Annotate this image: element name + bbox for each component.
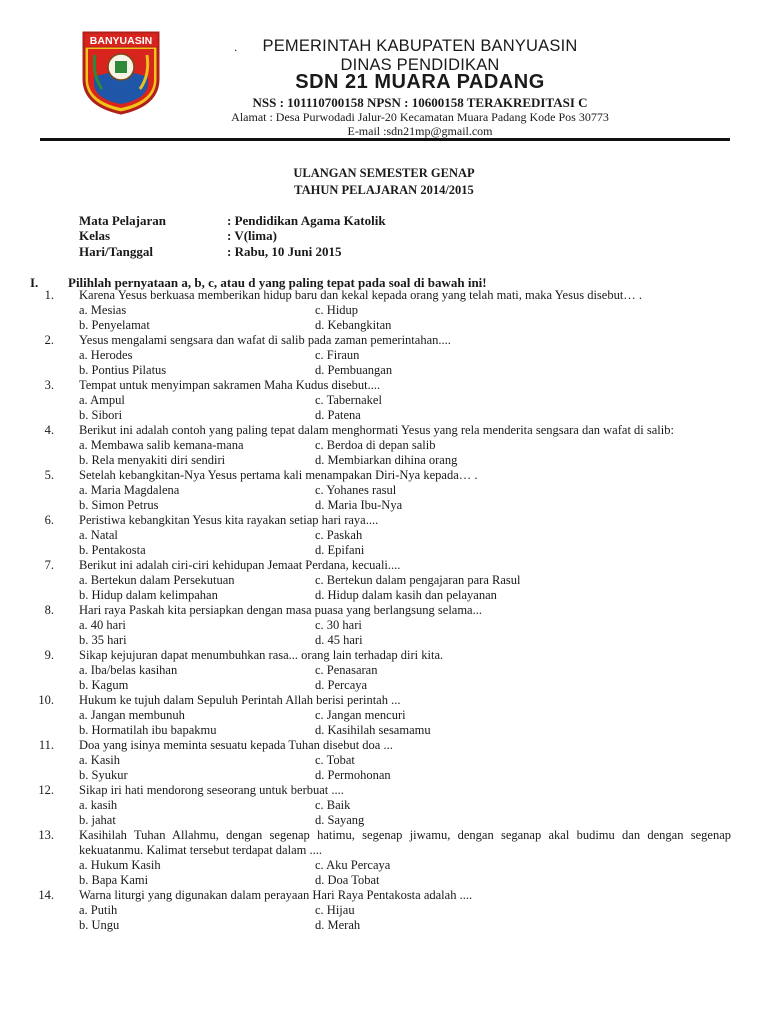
option-b: b. Pentakosta: [79, 543, 146, 557]
question-number: 12.: [38, 783, 54, 797]
answer-options: [0, 708, 768, 738]
option-c: c. Hijau: [315, 903, 355, 917]
question-text: Warna liturgi yang digunakan dalam perayaan Hari Raya Pentakosta adalah ....: [79, 888, 473, 902]
answer-options: [0, 618, 768, 648]
question-number: 1.: [44, 288, 54, 302]
option-a: a. kasih: [79, 798, 118, 812]
answer-options: [0, 858, 768, 888]
option-a: a. Bertekun dalam Persekutuan: [79, 573, 235, 587]
regency-logo: [80, 29, 162, 115]
option-a: a. Maria Magdalena: [79, 483, 180, 497]
option-b: b. Pontius Pilatus: [79, 363, 167, 377]
question-item: [0, 648, 768, 693]
answer-options: [0, 798, 768, 828]
question-text: Kasihilah Tuhan Allahmu, dengan segenap hatimu, segenap jiwamu, dengan seganap akal budimu dan dengan segenap kekuatanmu. Kalimat tersebut terdapat dalam ....: [79, 828, 731, 857]
option-d: d. Permohonan: [315, 768, 391, 782]
info-value-class: : V(lima): [227, 228, 277, 243]
option-c: c. Berdoa di depan salib: [315, 438, 436, 452]
option-c: c. Paskah: [315, 528, 363, 542]
option-c: c. Yohanes rasul: [315, 483, 397, 497]
question-number: 13.: [38, 828, 54, 842]
option-a: a. Mesias: [79, 303, 127, 317]
school-email: E-mail :sdn21mp@gmail.com: [347, 124, 493, 138]
option-d: d. Epifani: [315, 543, 365, 557]
option-a: a. Ampul: [79, 393, 125, 407]
option-c: c. Jangan mencuri: [315, 708, 406, 722]
option-a: a. Membawa salib kemana-mana: [79, 438, 244, 452]
answer-options: [0, 753, 768, 783]
question-text: Hukum ke tujuh dalam Sepuluh Perintah Allah berisi perintah ...: [79, 693, 401, 707]
option-d: d. Patena: [315, 408, 361, 422]
option-b: b. Syukur: [79, 768, 128, 782]
question-number: 14.: [38, 888, 54, 902]
option-c: c. Tobat: [315, 753, 355, 767]
question-item: [0, 288, 768, 333]
school-name: SDN 21 MUARA PADANG: [295, 71, 545, 93]
answer-options: [0, 573, 768, 603]
option-b: b. Hormatilah ibu bapakmu: [79, 723, 217, 737]
option-b: b. Rela menyakiti diri sendiri: [79, 453, 226, 467]
option-b: b. Kagum: [79, 678, 129, 692]
option-b: b. Ungu: [79, 918, 120, 932]
option-c: c. Firaun: [315, 348, 360, 362]
option-a: a. Herodes: [79, 348, 133, 362]
registration-info: NSS : 101110700158 NPSN : 10600158 TERAKREDITASI C: [252, 95, 588, 110]
question-text: Berikut ini adalah contoh yang paling tepat dalam menghormati Yesus yang rela menderita sengsara dan wafat di salib:: [79, 423, 674, 437]
option-b: b. Penyelamat: [79, 318, 150, 332]
question-text: Setelah kebangkitan-Nya Yesus pertama kali menampakan Diri-Nya kepada… .: [79, 468, 478, 482]
option-a: a. Jangan membunuh: [79, 708, 185, 722]
exam-year: TAHUN PELAJARAN 2014/2015: [294, 183, 474, 197]
exam-title: ULANGAN SEMESTER GENAP: [293, 166, 475, 180]
info-label-date: Hari/Tanggal: [79, 244, 153, 259]
answer-options: [0, 348, 768, 378]
government-name: PEMERINTAH KABUPATEN BANYUASIN: [262, 37, 578, 55]
info-label-class: Kelas: [79, 228, 111, 243]
option-b: b. Simon Petrus: [79, 498, 159, 512]
question-text: Peristiwa kebangkitan Yesus kita rayakan setiap hari raya....: [79, 513, 379, 527]
question-number: 7.: [44, 558, 54, 572]
answer-options: [0, 393, 768, 423]
question-number: 9.: [44, 648, 54, 662]
option-c: c. Baik: [315, 798, 351, 812]
question-text: Hari raya Paskah kita persiapkan dengan masa puasa yang berlangsung selama...: [79, 603, 482, 617]
question-text: Yesus mengalami sengsara dan wafat di salib pada zaman pemerintahan....: [79, 333, 451, 347]
option-c: c. Tabernakel: [315, 393, 382, 407]
option-d: d. Percaya: [315, 678, 368, 692]
section-instruction: Pilihlah pernyataan a, b, c, atau d yang paling tepat pada soal di bawah ini!: [68, 275, 487, 290]
option-b: b. Bapa Kami: [79, 873, 149, 887]
info-value-subject: : Pendidikan Agama Katolik: [227, 213, 386, 228]
option-a: a. Iba/belas kasihan: [79, 663, 178, 677]
answer-options: [0, 663, 768, 693]
option-c: c. Penasaran: [315, 663, 378, 677]
section-number: I.: [30, 275, 39, 290]
question-number: 8.: [44, 603, 54, 617]
question-number: 10.: [38, 693, 54, 707]
answer-options: [0, 528, 768, 558]
option-d: d. Hidup dalam kasih dan pelayanan: [315, 588, 497, 602]
question-item: [0, 513, 768, 558]
question-item: [0, 423, 768, 468]
option-c: c. 30 hari: [315, 618, 362, 632]
question-item: [0, 828, 768, 888]
question-text: Sikap kejujuran dapat menumbuhkan rasa... orang lain terhadap diri kita.: [79, 648, 444, 662]
option-b: b. 35 hari: [79, 633, 127, 647]
option-d: d. Merah: [315, 918, 361, 932]
question-item: [0, 738, 768, 783]
question-item: [0, 783, 768, 828]
option-d: d. Membiarkan dihina orang: [315, 453, 458, 467]
option-d: d. 45 hari: [315, 633, 363, 647]
option-a: a. Putih: [79, 903, 118, 917]
option-a: a. Natal: [79, 528, 118, 542]
header-dot: .: [234, 40, 238, 54]
question-item: [0, 333, 768, 378]
option-b: b. Hidup dalam kelimpahan: [79, 588, 218, 602]
option-a: a. Kasih: [79, 753, 120, 767]
question-number: 6.: [44, 513, 54, 527]
option-d: d. Kebangkitan: [315, 318, 392, 332]
option-b: b. Sibori: [79, 408, 123, 422]
option-d: d. Maria Ibu-Nya: [315, 498, 403, 512]
question-text: Tempat untuk menyimpan sakramen Maha Kudus disebut....: [79, 378, 381, 392]
question-number: 11.: [38, 738, 54, 752]
option-b: b. jahat: [79, 813, 116, 827]
question-number: 5.: [44, 468, 54, 482]
answer-options: [0, 483, 768, 513]
option-a: a. Hukum Kasih: [79, 858, 161, 872]
option-c: c. Hidup: [315, 303, 359, 317]
svg-text:BANYUASIN: BANYUASIN: [89, 35, 153, 47]
option-a: a. 40 hari: [79, 618, 126, 632]
question-item: [0, 888, 768, 933]
question-text: Berikut ini adalah ciri-ciri kehidupan Jemaat Perdana, kecuali....: [79, 558, 401, 572]
answer-options: [0, 903, 768, 933]
option-c: c. Aku Percaya: [315, 858, 391, 872]
option-d: d. Sayang: [315, 813, 365, 827]
option-d: d. Pembuangan: [315, 363, 393, 377]
question-number: 2.: [44, 333, 54, 347]
question-number: 4.: [44, 423, 54, 437]
header-divider: [40, 138, 730, 141]
school-address: Alamat : Desa Purwodadi Jalur-20 Kecamatan Muara Padang Kode Pos 30773: [231, 110, 609, 124]
question-item: [0, 378, 768, 423]
option-d: d. Kasihilah sesamamu: [315, 723, 431, 737]
answer-options: [0, 438, 768, 468]
info-value-date: : Rabu, 10 Juni 2015: [227, 244, 342, 259]
option-d: d. Doa Tobat: [315, 873, 380, 887]
question-text: Doa yang isinya meminta sesuatu kepada Tuhan disebut doa ...: [79, 738, 393, 752]
question-item: [0, 468, 768, 513]
question-text: Sikap iri hati mendorong seseorang untuk berbuat ....: [79, 783, 344, 797]
info-label-subject: Mata Pelajaran: [79, 213, 167, 228]
answer-options: [0, 303, 768, 333]
option-c: c. Bertekun dalam pengajaran para Rasul: [315, 573, 521, 587]
question-number: 3.: [44, 378, 54, 392]
question-item: [0, 603, 768, 648]
department-name: DINAS PENDIDIKAN: [340, 56, 500, 74]
question-list: [0, 288, 768, 933]
question-item: [0, 693, 768, 738]
question-text: Karena Yesus berkuasa memberikan hidup baru dan kekal kepada orang yang telah mati, maka Yesus disebut… .: [79, 288, 643, 302]
question-item: [0, 558, 768, 603]
